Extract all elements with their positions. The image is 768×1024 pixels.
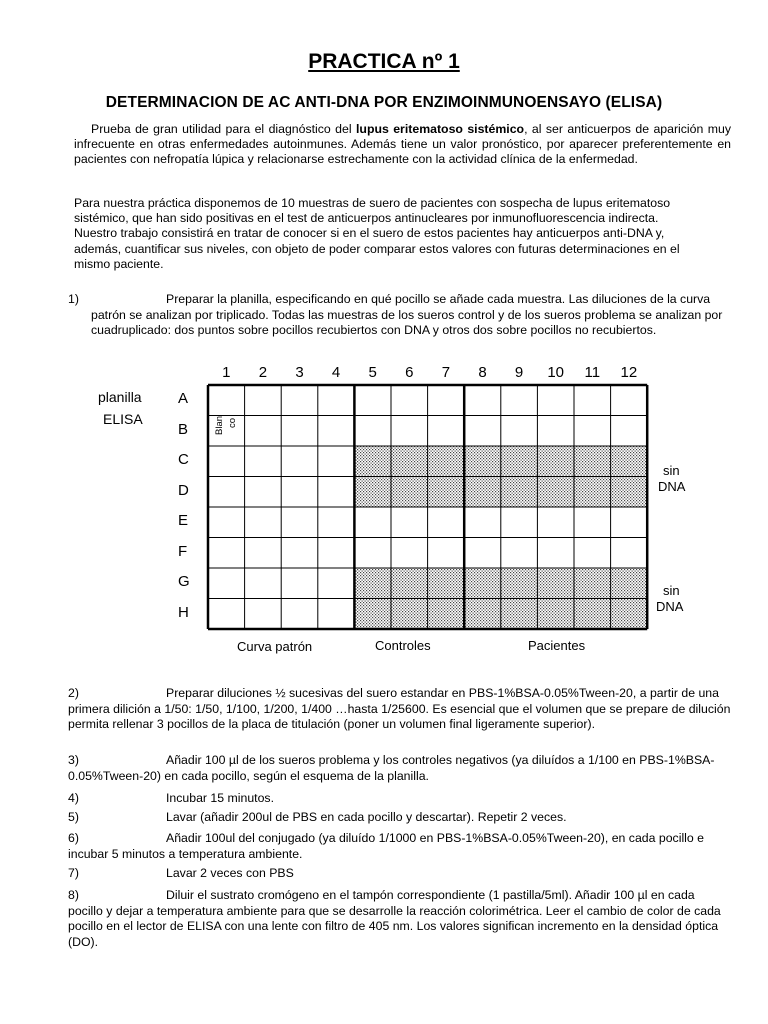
blank-label: Blan bbox=[214, 415, 225, 435]
column-label: 9 bbox=[514, 364, 524, 381]
row-label: D bbox=[178, 481, 189, 499]
sin-dna-label-bottom: sin bbox=[663, 583, 680, 598]
step-number: 1) bbox=[68, 292, 79, 306]
intro-paragraph bbox=[74, 122, 731, 167]
step-number: 7) bbox=[68, 866, 79, 880]
row-label: C bbox=[178, 451, 189, 469]
step-7 bbox=[68, 866, 731, 882]
page-title: PRACTICA nº 1 bbox=[308, 50, 460, 73]
column-label: 2 bbox=[258, 364, 268, 381]
page-subtitle: DETERMINACION DE AC ANTI-DNA POR ENZIMOINMUNOENSAYO (ELISA) bbox=[105, 94, 663, 111]
context-line: Nuestro trabajo consistirá en tratar de conocer si en el suero de estos pacientes hay anticuerpos anti-DNA y, bbox=[74, 226, 665, 241]
sin-dna-label-top-dna: DNA bbox=[658, 479, 686, 494]
context-line: sistémico, que han sido positivas en el test de anticuerpos antinucleares por inmunofluorescencia indirecta. bbox=[74, 211, 659, 226]
step-text: Diluir el sustrato cromógeno en el tampón correspondiente (1 pastilla/5ml). Añadir 100 µl en cada pocillo y dejar a temperatura ambiente para que se desarrolle la reacción colorimétrica. Leer el cambio de color de cada pocillo en el lector de ELISA con una lente con filtro de 405 nm. Los valores significan incremento en la densidad óptica (DO). bbox=[68, 888, 721, 949]
step-number: 3) bbox=[68, 753, 79, 767]
row-label: A bbox=[178, 390, 189, 408]
step-number: 5) bbox=[68, 810, 79, 824]
step-number: 6) bbox=[68, 831, 79, 845]
row-label: G bbox=[178, 573, 190, 591]
plate-grid bbox=[0, 380, 768, 640]
intro-bold-term: lupus eritematoso sistémico bbox=[356, 122, 525, 136]
column-label: 3 bbox=[295, 364, 304, 381]
context-line: además, cuantificar sus niveles, con objeto de poder comparar estos valores con futuras determinaciones en el bbox=[74, 241, 680, 256]
step-6 bbox=[68, 831, 731, 862]
footer-pacientes: Pacientes bbox=[528, 638, 586, 653]
step-text: Preparar diluciones ½ sucesivas del suero estandar en PBS-1%BSA-0.05%Tween-20, a partir de una primera dilición a 1/50: 1/50, 1/100, 1/200, 1/400 …hasta 1/25600. Es esencial que el volumen que se prepare de dilución permita rellenar 3 pocillos de la placa de titulación (poner un volumen final ligeramente superior). bbox=[68, 686, 731, 731]
step-number: 8) bbox=[68, 888, 79, 902]
intro-text-before: Prueba de gran utilidad para el diagnóstico del bbox=[91, 122, 357, 136]
step-text: Añadir 100ul del conjugado (ya diluído 1/1000 en PBS-1%BSA-0.05%Tween-20), en cada pocillo e incubar 5 minutos a temperatura ambiente. bbox=[68, 831, 705, 861]
step-2 bbox=[68, 686, 731, 733]
step-text: Preparar la planilla, especificando en qué pocillo se añade cada muestra. Las diluciones de la curva patrón se analizan por triplicado. Todas las muestras de los sueros control y de los sueros problema se analizan por cuadruplicado: dos puntos sobre pocillos recubiertos con DNA y otros dos sobre pocillos no recubiertos. bbox=[91, 292, 723, 337]
step-text: Incubar 15 minutos. bbox=[166, 791, 275, 805]
column-label: 1 bbox=[222, 364, 231, 381]
blank-label-2: co bbox=[227, 417, 238, 428]
context-paragraph bbox=[74, 196, 731, 272]
row-label: B bbox=[178, 420, 189, 438]
column-label: 10 bbox=[547, 364, 565, 381]
footer-curva-patron: Curva patrón bbox=[237, 639, 313, 654]
column-label: 7 bbox=[441, 364, 451, 381]
step-1 bbox=[68, 292, 731, 339]
step-text: Añadir 100 µl de los sueros problema y los controles negativos (ya diluídos a 1/100 en PBS-1%BSA-0.05%Tween-20) en cada pocillo, según el esquema de la planilla. bbox=[68, 753, 715, 783]
column-label: 5 bbox=[368, 364, 377, 381]
column-label: 8 bbox=[478, 364, 487, 381]
plate-label: planilla bbox=[98, 389, 142, 405]
sin-dna-label-top: sin bbox=[663, 463, 680, 478]
column-label: 12 bbox=[620, 364, 638, 381]
step-5 bbox=[68, 810, 731, 826]
plate-label-elisa: ELISA bbox=[103, 411, 143, 427]
row-label: F bbox=[178, 542, 188, 560]
context-line: mismo paciente. bbox=[74, 256, 164, 271]
step-4 bbox=[68, 791, 731, 807]
step-text: Lavar 2 veces con PBS bbox=[166, 866, 294, 880]
column-label: 11 bbox=[584, 364, 601, 381]
intro-text-after: , al ser anticuerpos de aparición muy infrecuente en otras enfermedades autoinmunes. Además tiene un valor pronóstico, por aparecer preferentemente en pacientes con nefropatía lúpica y relacionarse estrechamente con la actividad clínica de la enfermedad. bbox=[74, 122, 731, 166]
footer-controles: Controles bbox=[375, 638, 431, 653]
row-label: E bbox=[178, 512, 189, 530]
row-label: H bbox=[178, 603, 189, 621]
context-line: Para nuestra práctica disponemos de 10 muestras de suero de pacientes con sospecha de lupus eritematoso bbox=[74, 196, 671, 210]
step-number: 2) bbox=[68, 686, 79, 700]
column-label: 6 bbox=[405, 364, 414, 381]
sin-dna-label-bottom-dna: DNA bbox=[656, 599, 684, 614]
step-number: 4) bbox=[68, 791, 79, 805]
column-label: 4 bbox=[331, 364, 341, 381]
step-text: Lavar (añadir 200ul de PBS en cada pocillo y descartar). Repetir 2 veces. bbox=[166, 810, 567, 824]
step-3 bbox=[68, 753, 731, 784]
step-8 bbox=[68, 888, 731, 950]
